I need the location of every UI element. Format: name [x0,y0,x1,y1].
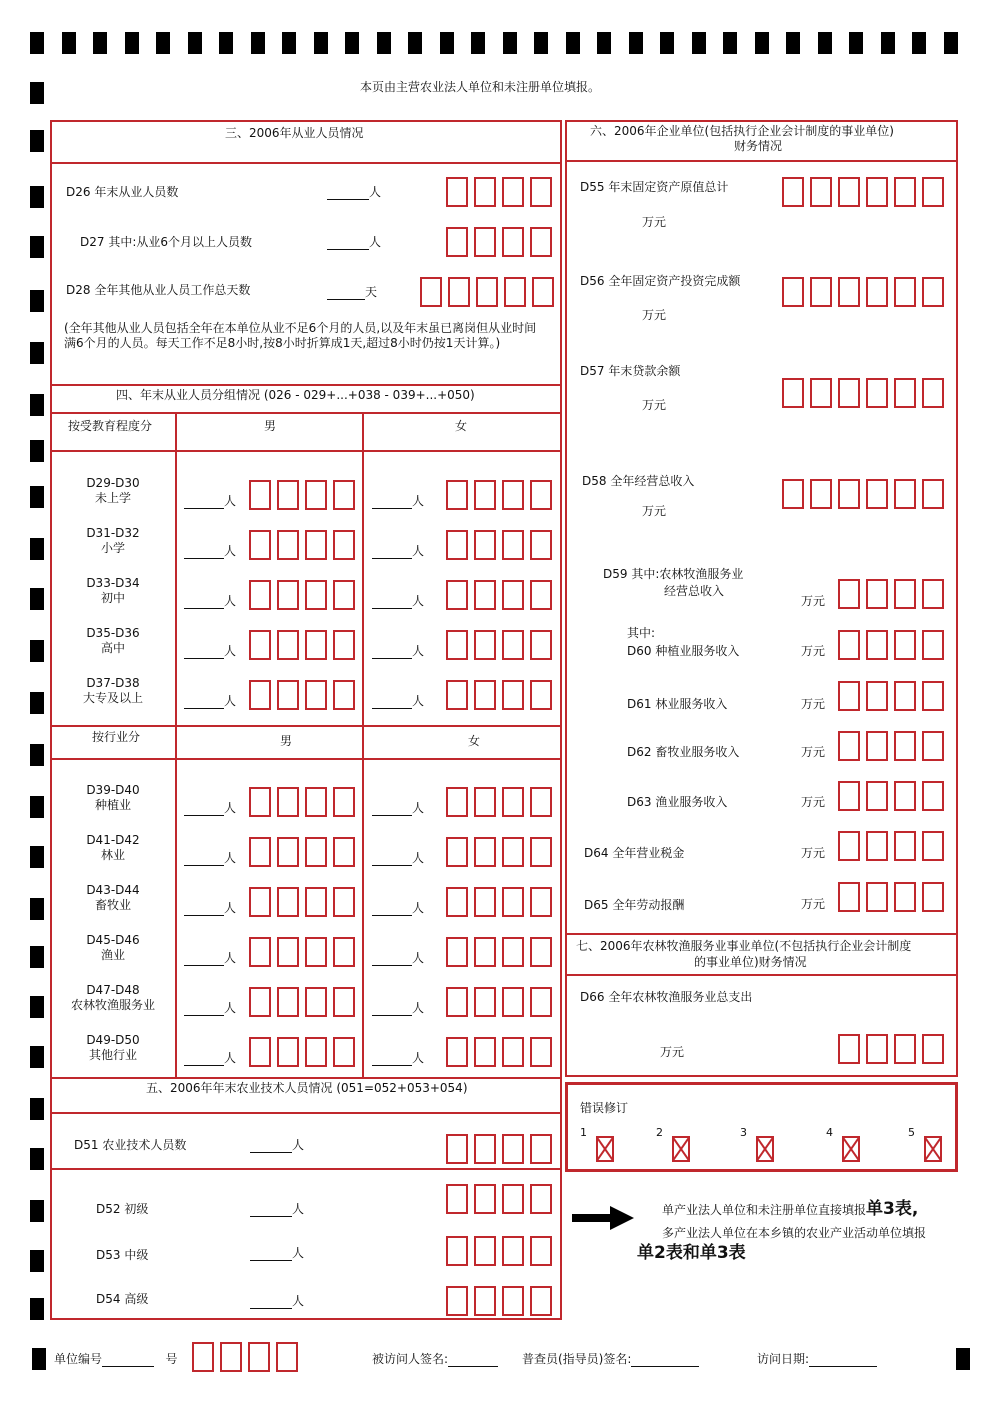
timing-mark [30,440,44,462]
timing-mark [30,1298,44,1320]
d62-unit: 万元 [801,745,826,759]
timing-mark [30,82,44,104]
d65-boxes[interactable] [838,882,944,912]
timing-mark [188,32,202,54]
timing-mark [912,32,926,54]
d53-label: D53 中级 [96,1248,149,1262]
timing-mark [30,1046,44,1068]
female-count-entry[interactable]: 人 [372,644,424,659]
ind-header: 按行业分 [92,730,141,744]
male-header-2: 男 [280,734,293,748]
male-header-1: 男 [264,419,277,433]
timing-mark [93,32,107,54]
timing-mark [755,32,769,54]
timing-mark [30,394,44,416]
d52-label: D52 初级 [96,1202,149,1216]
d51-boxes[interactable] [446,1134,552,1164]
male-count-entry[interactable]: 人 [184,901,236,916]
timing-mark [30,1148,44,1170]
timing-mark [30,744,44,766]
timing-mark [30,342,44,364]
male-count-boxes[interactable] [249,630,355,660]
d53-entry[interactable]: 人 [250,1246,304,1261]
timing-mark [251,32,265,54]
row-label: D49-D50 其他行业 [86,1033,140,1062]
s3-title: 三、2006年从业人员情况 [225,126,364,140]
error-number: 2 [656,1126,663,1139]
female-count-entry[interactable]: 人 [372,694,424,709]
d56-unit: 万元 [642,308,667,322]
error-checkbox[interactable] [756,1136,774,1162]
interviewee-signature[interactable]: 被访问人签名: [372,1352,498,1367]
timing-mark [30,898,44,920]
error-checkbox[interactable] [672,1136,690,1162]
timing-mark [503,32,517,54]
enumerator-signature[interactable]: 普查员(指导员)签名: [522,1352,699,1367]
error-number: 5 [908,1126,915,1139]
timing-mark [125,32,139,54]
interview-date[interactable]: 访问日期: [757,1352,877,1367]
timing-mark [30,130,44,152]
d63-boxes[interactable] [838,781,944,811]
d62-boxes[interactable] [838,731,944,761]
row-label: D31-D32 小学 [86,526,140,555]
d55-unit: 万元 [642,215,667,229]
male-count-entry[interactable]: 人 [184,951,236,966]
row-label: D39-D40 种植业 [86,783,140,812]
male-count-entry[interactable]: 人 [184,644,236,659]
d57-unit: 万元 [642,398,667,412]
male-count-boxes[interactable] [249,787,355,817]
d63-label: D63 渔业服务收入 [627,795,728,809]
timing-mark [408,32,422,54]
d27-label: D27 其中:从业6个月以上人员数 [80,235,253,249]
male-count-boxes[interactable] [249,580,355,610]
row-label: D43-D44 畜牧业 [86,883,140,912]
timing-mark [30,640,44,662]
d61-unit: 万元 [801,697,826,711]
error-correction-title: 错误修订 [580,1101,629,1115]
d62-label: D62 畜牧业服务收入 [627,745,740,759]
timing-mark [30,1200,44,1222]
female-count-boxes[interactable] [446,680,552,710]
s4-title: 四、年末从业人员分组情况 (026 - 029+...+038 - 039+...+050) [116,388,475,402]
unit-number-field[interactable]: 单位编号 号 [54,1352,178,1366]
timing-mark [597,32,611,54]
male-count-boxes[interactable] [249,680,355,710]
timing-mark [30,538,44,560]
d28-boxes[interactable] [420,277,554,307]
female-count-entry[interactable]: 人 [372,801,424,816]
timing-mark-bottom-left [32,1348,46,1370]
female-header-1: 女 [455,419,468,433]
timing-mark [30,1250,44,1272]
female-count-entry[interactable]: 人 [372,494,424,509]
male-count-entry[interactable]: 人 [184,494,236,509]
d63-unit: 万元 [801,795,826,809]
timing-mark [849,32,863,54]
timing-mark [30,186,44,208]
s7-title-1: 七、2006年农林牧渔服务业事业单位(不包括执行企业会计制度 [576,939,912,953]
male-count-entry[interactable]: 人 [184,1001,236,1016]
d58-unit: 万元 [642,504,667,518]
d66-boxes[interactable] [838,1034,944,1064]
female-count-boxes[interactable] [446,937,552,967]
s7-title-2: 的事业单位)财务情况 [694,955,807,969]
d64-boxes[interactable] [838,831,944,861]
d27-boxes[interactable] [446,227,552,257]
timing-mark [30,290,44,312]
d58-boxes[interactable] [782,479,944,509]
d53-boxes[interactable] [446,1236,552,1266]
unit-number-boxes[interactable] [192,1342,298,1372]
male-count-boxes[interactable] [249,937,355,967]
timing-mark [282,32,296,54]
timing-mark [786,32,800,54]
female-count-boxes[interactable] [446,887,552,917]
arrow-right-icon [572,1206,634,1233]
d55-label: D55 年末固定资产原值总计 [580,180,729,194]
d58-label: D58 全年经营总收入 [582,474,695,488]
timing-mark [723,32,737,54]
d57-label: D57 年末贷款余额 [580,364,681,378]
row-label: D47-D48 农林牧渔服务业 [70,983,155,1012]
timing-mark [62,32,76,54]
male-count-boxes[interactable] [249,837,355,867]
d66-unit: 万元 [660,1045,685,1059]
d54-entry[interactable]: 人 [250,1294,304,1309]
timing-mark [692,32,706,54]
male-count-boxes[interactable] [249,887,355,917]
female-count-entry[interactable]: 人 [372,544,424,559]
error-number: 1 [580,1126,587,1139]
s6-title-1: 六、2006年企业单位(包括执行企业会计制度的事业单位) [590,124,894,138]
female-count-boxes[interactable] [446,837,552,867]
header-note: 本页由主营农业法人单位和未注册单位填报。 [360,80,601,94]
s6-title-2: 财务情况 [734,139,783,153]
error-checkbox[interactable] [924,1136,942,1162]
instruction-line-3: 单2表和单3表 [637,1243,746,1263]
male-count-entry[interactable]: 人 [184,594,236,609]
error-checkbox[interactable] [842,1136,860,1162]
d56-boxes[interactable] [782,277,944,307]
timing-mark [30,486,44,508]
timing-mark [660,32,674,54]
timing-mark [30,236,44,258]
row-label: D35-D36 高中 [86,626,140,655]
male-count-entry[interactable]: 人 [184,1051,236,1066]
timing-mark [534,32,548,54]
female-count-boxes[interactable] [446,987,552,1017]
d54-boxes[interactable] [446,1286,552,1316]
female-count-entry[interactable]: 人 [372,594,424,609]
female-count-boxes[interactable] [446,1037,552,1067]
d26-label: D26 年末从业人员数 [66,185,179,199]
male-count-entry[interactable]: 人 [184,801,236,816]
d55-boxes[interactable] [782,177,944,207]
d65-label: D65 全年劳动报酬 [584,898,685,912]
d59-label-2: 经营总收入 [664,584,725,598]
d28-entry[interactable]: 天 [327,285,377,300]
female-count-entry[interactable]: 人 [372,951,424,966]
male-count-entry[interactable]: 人 [184,694,236,709]
timing-mark [881,32,895,54]
d60-unit: 万元 [801,644,826,658]
d59-boxes[interactable] [838,579,944,609]
timing-mark [944,32,958,54]
male-count-boxes[interactable] [249,480,355,510]
d28-label: D28 全年其他从业人员工作总天数 [66,283,251,297]
d59-label-1: D59 其中:农林牧渔服务业 [603,567,744,581]
timing-mark [30,796,44,818]
d51-entry[interactable]: 人 [250,1138,304,1153]
d60-boxes[interactable] [838,630,944,660]
d60-label: D60 种植业服务收入 [627,644,740,658]
timing-mark-bottom-right [956,1348,970,1370]
timing-mark [566,32,580,54]
d65-unit: 万元 [801,897,826,911]
d64-unit: 万元 [801,846,826,860]
d56-label: D56 全年固定资产投资完成额 [580,274,741,288]
timing-mark [156,32,170,54]
female-count-boxes[interactable] [446,480,552,510]
female-count-entry[interactable]: 人 [372,901,424,916]
timing-mark [440,32,454,54]
timing-mark [818,32,832,54]
male-count-entry[interactable]: 人 [184,851,236,866]
d61-boxes[interactable] [838,681,944,711]
row-label: D41-D42 林业 [86,833,140,862]
male-count-boxes[interactable] [249,987,355,1017]
d61-label: D61 林业服务收入 [627,697,728,711]
female-count-boxes[interactable] [446,530,552,560]
female-count-entry[interactable]: 人 [372,1001,424,1016]
timing-mark [471,32,485,54]
d59-unit: 万元 [801,594,826,608]
error-number: 4 [826,1126,833,1139]
instruction-line-1: 单产业法人单位和未注册单位直接填报单3表, [662,1199,919,1219]
female-header-2: 女 [468,734,481,748]
d52-boxes[interactable] [446,1184,552,1214]
female-count-boxes[interactable] [446,787,552,817]
timing-mark [219,32,233,54]
timing-mark [30,946,44,968]
d66-label: D66 全年农林牧渔服务业总支出 [580,990,753,1004]
timing-mark [30,588,44,610]
row-label: D37-D38 大专及以上 [82,676,143,705]
timing-mark [30,692,44,714]
female-count-entry[interactable]: 人 [372,851,424,866]
row-label: D33-D34 初中 [86,576,140,605]
timing-mark [30,996,44,1018]
timing-mark [377,32,391,54]
error-checkbox[interactable] [596,1136,614,1162]
timing-mark [30,846,44,868]
d54-label: D54 高级 [96,1292,149,1306]
row-label: D29-D30 未上学 [86,476,140,505]
male-count-entry[interactable]: 人 [184,544,236,559]
timing-mark [345,32,359,54]
female-count-boxes[interactable] [446,580,552,610]
edu-header: 按受教育程度分 [68,419,153,433]
female-count-entry[interactable]: 人 [372,1051,424,1066]
instruction-line-2: 多产业法人单位在本乡镇的农业产业活动单位填报 [662,1226,927,1240]
d26-entry[interactable]: 人 [327,185,381,200]
s5-title: 五、2006年年末农业技术人员情况 (051=052+053+054) [146,1081,468,1095]
male-count-boxes[interactable] [249,530,355,560]
s3-note: (全年其他从业人员包括全年在本单位从业不足6个月的人员,以及年末虽已离岗但从业时间满6个月的人员。每天工作不足8小时,按8小时折算成1天,超过8小时仍按1天计算。) [64,321,537,350]
d51-label: D51 农业技术人员数 [74,1138,187,1152]
timing-mark [314,32,328,54]
timing-mark [30,32,44,54]
of-which-label: 其中: [627,626,656,640]
timing-mark [629,32,643,54]
row-label: D45-D46 渔业 [86,933,140,962]
d57-boxes[interactable] [782,378,944,408]
d64-label: D64 全年营业税金 [584,846,685,860]
d52-entry[interactable]: 人 [250,1202,304,1217]
d27-entry[interactable]: 人 [327,235,381,250]
error-number: 3 [740,1126,747,1139]
timing-mark [30,1098,44,1120]
male-count-boxes[interactable] [249,1037,355,1067]
d26-boxes[interactable] [446,177,552,207]
female-count-boxes[interactable] [446,630,552,660]
